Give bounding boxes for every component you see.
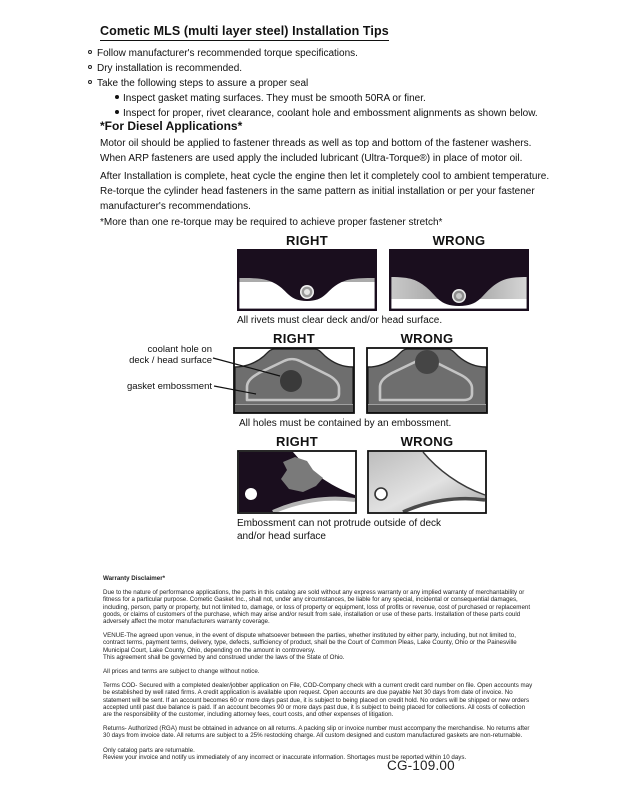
rivet-right-figure xyxy=(237,249,377,311)
figure-caption: All holes must be contained by an embossment. xyxy=(239,418,452,429)
list-item xyxy=(88,76,538,91)
warranty-disclaimer xyxy=(103,575,533,768)
terms-cod-paragraph: Terms COD- Secured with a completed dealer/jobber application on File, COD-Company check with a current credit card number on file. Open accounts may be established by well rated firms. A credit application is available upon request. Open accounts are due payable Net 30 days from date of invoice. No statement will be sent. If an account becomes 60 or more days past due, it is subject to being placed on credit hold. No orders will be shipped or new orders accepted until past due balance is paid. If an account becomes 90 or more days past due, it is subject to being placed for collections. All costs of collection are the responsibility of the customer, including attorney fees, court costs, and other expenses of litigation. xyxy=(103,682,533,719)
solid-bullet-icon xyxy=(115,95,119,99)
catalog-returnable-text: Only catalog parts are returnable. xyxy=(103,746,195,754)
figure-rivet-clearance xyxy=(237,233,529,327)
venue-paragraph xyxy=(103,632,533,661)
bolt-hole-icon xyxy=(245,488,257,500)
returns-paragraph: Returns- Authorized (RGA) must be obtained in advance on all returns. A packing slip or invoice number must accompany the merchandise. No returns after 30 days from invoice date. All returns are subject to a 25% restocking charge. All custom designed and custom manufactured gaskets are non-returnable. xyxy=(103,725,530,740)
rivet-wrong-figure xyxy=(389,249,529,311)
page-title: Cometic MLS (multi layer steel) Installation Tips xyxy=(100,24,389,41)
list-item xyxy=(115,91,538,106)
solid-bullet-icon xyxy=(115,110,119,114)
figure-images xyxy=(237,249,529,311)
right-header: RIGHT xyxy=(276,434,318,449)
tips-list xyxy=(88,46,538,121)
governing-law-text: This agreement shall be governed by and construed under the laws of the State of Ohio. xyxy=(103,653,345,661)
protrusion-wrong-figure xyxy=(367,450,487,514)
tip-text: Inspect gasket mating surfaces. They must be smooth 50RA or finer. xyxy=(123,93,426,104)
diesel-paragraph-1: Motor oil should be applied to fastener threads as well as top and bottom of the fastener washers. When ARP fasteners are used apply the included lubricant (Ultra-Torque®) in place of motor oil. xyxy=(100,138,532,164)
tip-text: Dry installation is recommended. xyxy=(97,63,243,74)
open-bullet-icon xyxy=(88,65,92,69)
figure-caption: All rivets must clear deck and/or head surface. xyxy=(237,315,443,326)
right-header: RIGHT xyxy=(286,233,328,248)
bolt-hole-icon xyxy=(375,488,387,500)
page-title-wrap xyxy=(100,22,389,41)
wrong-header: WRONG xyxy=(432,233,486,248)
wrong-header: WRONG xyxy=(400,434,454,449)
coolant-hole-icon xyxy=(415,350,439,374)
figure-caption: Embossment can not protrude outside of deck and/or head surface xyxy=(237,518,442,542)
figure-headers xyxy=(237,233,529,248)
open-bullet-icon xyxy=(88,50,92,54)
list-item xyxy=(88,61,538,76)
page-code: CG-109.00 xyxy=(387,758,455,773)
prices-notice: All prices and terms are subject to change without notice. xyxy=(103,668,260,676)
tip-text: Take the following steps to assure a proper seal xyxy=(97,78,309,89)
catalog-returns-paragraph xyxy=(103,747,533,761)
figure-headers xyxy=(237,434,487,449)
diesel-heading: *For Diesel Applications* xyxy=(100,119,243,133)
callout-pointer-lines xyxy=(210,352,292,400)
disclaimer-paragraph: Due to the nature of performance applications, the parts in this catalog are sold without any express warranty or any implied warranty of merchantability or fitness for a particular purpose. Cometic Gasket Inc., shall not, under any circumstances, be liable for any special, incidental or consequential damages, including, person, party or property, but not limited to, damage, or loss of property or equipment, loss of profits or revenue, cost of purchased or replacement goods, or claims of customers of the purchase, which may arise and/or result from sale, installation or use of these parts. Installation of these parts could adversely affect the motor manufacturers warranty coverage. xyxy=(103,589,531,626)
open-bullet-icon xyxy=(88,80,92,84)
tip-text: Inspect for proper, rivet clearance, coolant hole and embossment alignments as shown below. xyxy=(123,108,538,119)
right-header: RIGHT xyxy=(273,331,315,346)
diesel-paragraph-2: After Installation is complete, heat cycle the engine then let it completely cool to ambient temperature. Re-torque the cylinder head fasteners in the same pattern as initial installation or per your fastener manufacturer's recommendations. xyxy=(100,171,550,212)
rivet-icon xyxy=(452,289,466,303)
disclaimer-heading: Warranty Disclaimer* xyxy=(103,575,166,582)
protrusion-right-figure xyxy=(237,450,357,514)
figure-embossment-protrusion xyxy=(237,434,487,543)
figure-images xyxy=(237,450,487,514)
invoice-review-text: Review your invoice and notify us immediately of any incorrect or inaccurate information. Shortages must be reported within 10 days. xyxy=(103,753,467,761)
wrong-header: WRONG xyxy=(400,331,454,346)
rivet-icon xyxy=(300,285,314,299)
list-item xyxy=(88,46,538,61)
tip-text: Follow manufacturer's recommended torque specifications. xyxy=(97,48,358,59)
coolant-hole-label: coolant hole on deck / head surface xyxy=(129,344,212,366)
venue-text: VENUE-The agreed upon venue, in the event of dispute whatsoever between the parties, whether instituted by either party, including, but not limited to, contract terms, payment terms, delivery, type, defects, sufficiency of product, shall be the Court of Common Pleas, Lake County, Ohio or the Painesville Municipal Court, Lake County, Ohio, depending on the amount in controversy. xyxy=(103,632,517,654)
figure-headers xyxy=(233,331,488,346)
retorque-note: *More than one re-torque may be required to achieve proper fastener stretch* xyxy=(100,217,443,228)
gasket-embossment-label: gasket embossment xyxy=(126,381,212,392)
hole-wrong-figure xyxy=(366,347,488,414)
